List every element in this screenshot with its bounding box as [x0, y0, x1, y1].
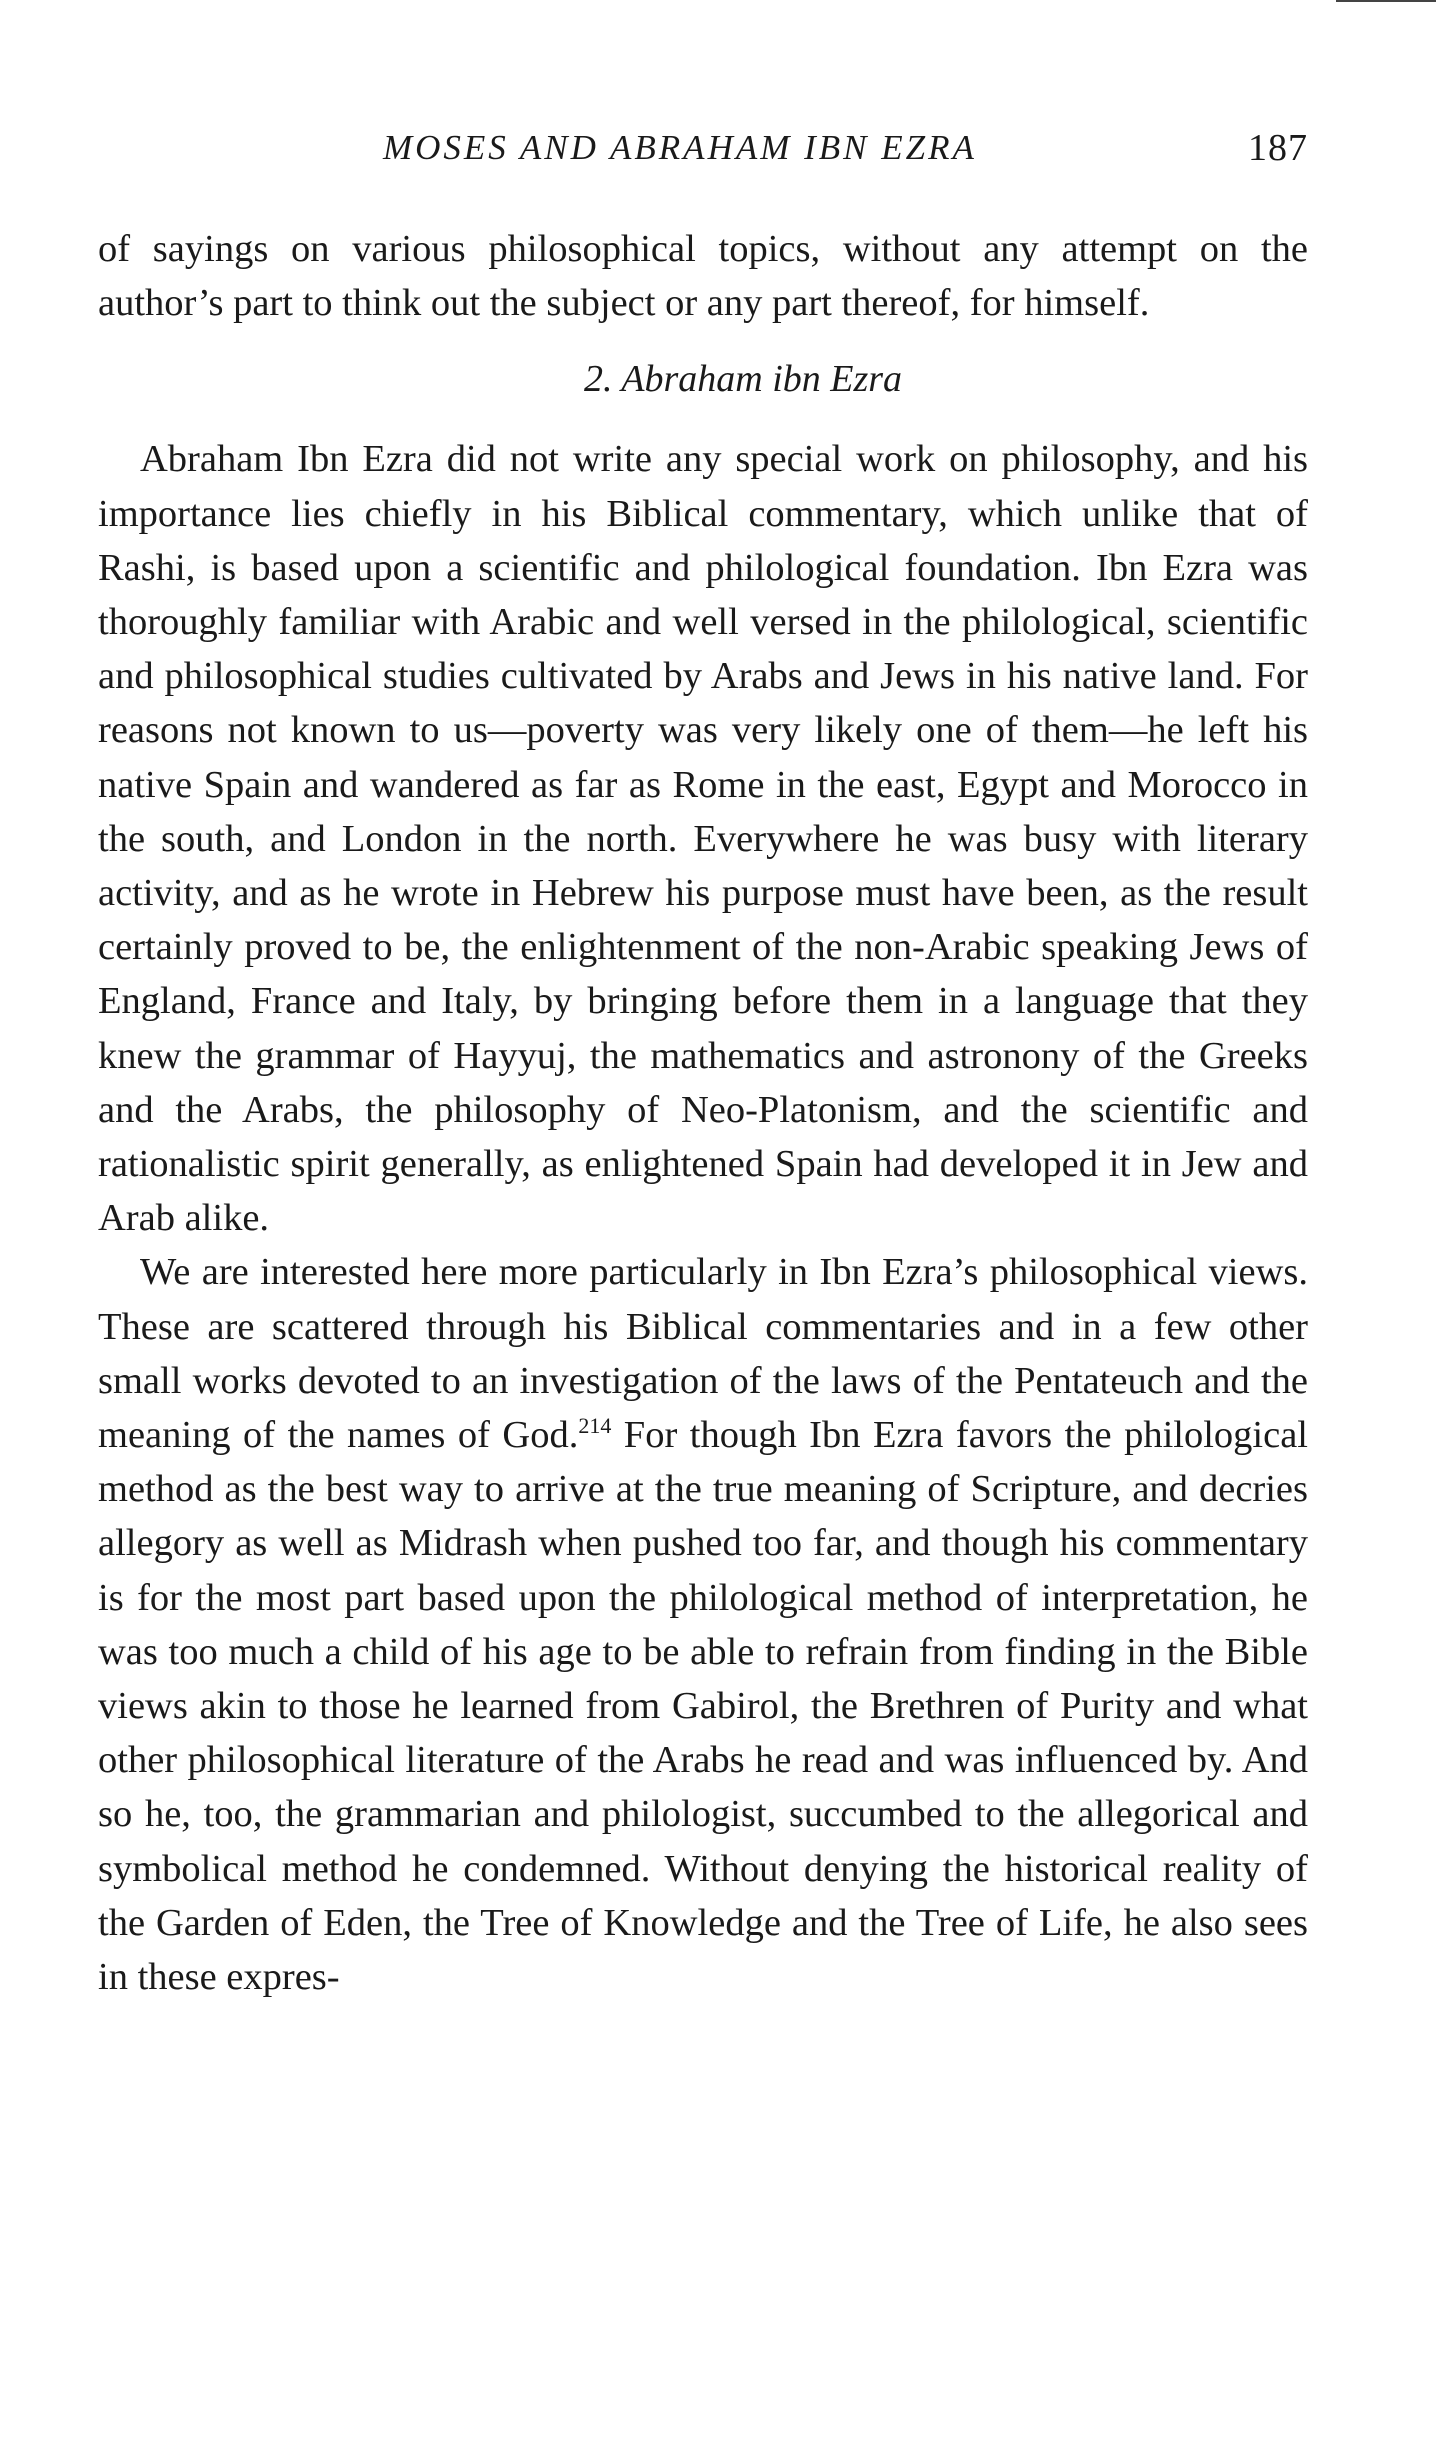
continuation-paragraph: of sayings on various philosophical topics, without any attempt on the author’s part to think out the subject or any part thereof, for himself. [98, 228, 1308, 325]
paragraph-2-part-a: We are interested here more particularly in Ibn Ezra’s philosophical views. These are scattered through his Biblical commentaries and in a few other small works devoted to an investigation of the laws of the Pentateuch and the meaning of the names of God. [98, 1251, 1308, 1457]
paragraph-2-part-b: For though Ibn Ezra favors the philological method as the best way to arrive at the true meaning of Scripture, and decries allegory as well as Midrash when pushed too far, and though his commentary is for the most part based upon the philological method of interpretation, he was too much a child of his age to be able to refrain from finding in the Bible views akin to those he learned from Gabirol, the Brethren of Purity and what other philosophical literature of the Arabs he read and was influenced by. And so he, too, the grammarian and philologist, succumbed to the allegorical and symbolical method he condemned. Without denying the historical reality of the Garden of Eden, the Tree of Knowledge and the Tree of Life, he also sees in these expres- [98, 1414, 1308, 1999]
scan-edge-rule [1336, 0, 1436, 2]
paragraph-1: Abraham Ibn Ezra did not write any special work on philosophy, and his importance lies chiefly in his Biblical commentary, which unlike that of Rashi, is based upon a scientific and philological foundation. Ibn Ezra was thoroughly familiar with Arabic and well versed in the philological, scientific and philosophical studies cultivated by Arabs and Jews in his native land. For reasons not known to us—poverty was very likely one of them—he left his native Spain and wandered as far as Rome in the east, Egypt and Morocco in the south, and London in the north. Everywhere he was busy with literary activity, and as he wrote in Hebrew his purpose must have been, as the result certainly proved to be, the enlightenment of the non-Arabic speaking Jews of England, France and Italy, by bringing before them in a language that they knew the grammar of Hayyuj, the mathematics and astronony of the Greeks and the Arabs, the philosophy of Neo-Platonism, and the scientific and rationalistic spirit generally, as enlightened Spain had developed it in Jew and Arab alike. [98, 438, 1308, 1240]
page-number: 187 [1248, 127, 1308, 169]
section-heading: 2. Abraham ibn Ezra [583, 358, 903, 401]
footnote-reference[interactable]: 214 [578, 1413, 612, 1439]
running-header [98, 128, 1308, 188]
body-text [98, 222, 1308, 2004]
running-title: MOSES AND ABRAHAM IBN EZRA [383, 128, 977, 167]
paragraph-2 [98, 1245, 1308, 2004]
